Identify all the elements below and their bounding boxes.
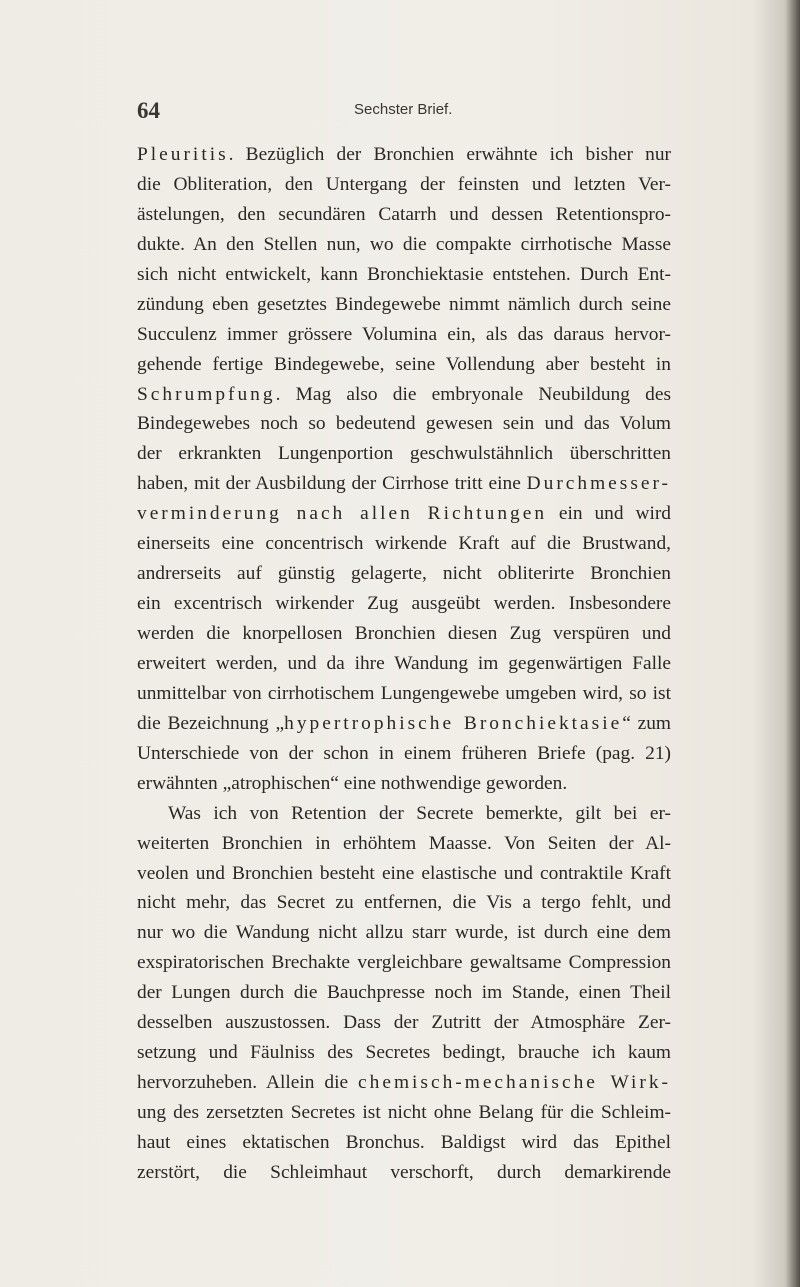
text-run: Unterschiede von der schon in einem früheren Briefe (pag. 21) xyxy=(137,742,671,764)
text-run: exspiratorischen Brechakte vergleichbare gewaltsame Compression xyxy=(137,952,671,974)
text-line xyxy=(137,888,671,918)
text-run: der erkrankten Lungenportion geschwulstähnlich überschritten xyxy=(137,443,671,465)
text-run: desselben auszustossen. Dass der Zutritt der Atmosphäre Zer- xyxy=(137,1012,671,1034)
text-line xyxy=(137,739,671,769)
text-line xyxy=(137,1038,671,1068)
text-run: ein und wird xyxy=(547,503,671,525)
spaced-emphasis: Schrumpfung xyxy=(137,383,276,405)
text-line xyxy=(137,649,671,679)
text-line xyxy=(137,260,671,290)
text-run: zündung eben gesetztes Bindegewebe nimmt nämlich durch seine xyxy=(137,293,671,315)
text-line xyxy=(137,439,671,469)
spaced-emphasis: chemisch-mechanische Wirk- xyxy=(358,1072,672,1094)
text-line xyxy=(137,829,671,859)
text-run: . Mag also die embryonale Neubildung des xyxy=(275,383,671,405)
text-line xyxy=(137,559,671,589)
spaced-emphasis: Pleuritis xyxy=(137,144,229,165)
page-header xyxy=(127,98,667,128)
text-run: haut eines ektatischen Bronchus. Baldigst wird das Epithel xyxy=(137,1131,671,1153)
page-number: 64 xyxy=(137,98,160,123)
text-run: einerseits eine concentrisch wirkende Kraft auf die Brustwand, xyxy=(137,533,671,555)
text-run: erwähnten „atrophischen“ eine nothwendige geworden. xyxy=(137,772,568,794)
spaced-emphasis: Durchmesser- xyxy=(526,473,671,495)
text-run: ung des zersetzten Secretes ist nicht ohne Belang für die Schleim- xyxy=(137,1102,671,1123)
running-title: Sechster Brief. xyxy=(354,101,453,118)
text-line xyxy=(137,918,671,948)
text-run: ein excentrisch wirkender Zug ausgeübt werden. Insbesondere xyxy=(137,593,671,615)
text-line xyxy=(137,1128,671,1158)
text-run: werden die knorpellosen Bronchien diesen Zug verspüren und xyxy=(137,623,671,644)
text-line xyxy=(137,320,671,350)
text-run: nicht mehr, das Secret zu entfernen, die Vis a tergo fehlt, und xyxy=(137,892,671,914)
text-line xyxy=(137,1098,671,1128)
text-run: ästelungen, den secundären Catarrh und dessen Retentionspro- xyxy=(137,203,671,225)
text-line xyxy=(137,170,671,200)
text-run: “ zum xyxy=(622,712,672,734)
text-line xyxy=(137,1158,671,1188)
text-line xyxy=(137,529,671,559)
text-run: unmittelbar von cirrhotischem Lungengewebe umgeben wird, so ist xyxy=(137,682,671,704)
text-line xyxy=(137,290,671,320)
text-run: veolen und Bronchien besteht eine elastische und contraktile Kraft xyxy=(137,862,671,884)
text-run: dukte. An den Stellen nun, wo die compakte cirrhotische Masse xyxy=(137,233,671,255)
text-line xyxy=(137,200,671,230)
text-run: hervorzuheben. Allein die xyxy=(137,1072,359,1094)
text-line xyxy=(137,380,671,410)
text-run: zerstört, die Schleimhaut verschorft, durch demarkirende xyxy=(137,1161,671,1183)
text-run: setzung und Fäulniss des Secretes bedingt, brauche ich kaum xyxy=(137,1042,671,1064)
text-line xyxy=(137,859,671,889)
text-run: haben, mit der Ausbildung der Cirrhose tritt eine xyxy=(137,473,527,495)
text-run: Was ich von Retention der Secrete bemerkte, gilt bei er- xyxy=(168,802,671,824)
text-run: Bindegewebes noch so bedeutend gewesen sein und das Volum xyxy=(137,413,671,435)
text-line xyxy=(137,469,671,499)
text-line xyxy=(137,350,671,380)
text-line xyxy=(137,619,671,649)
text-run: sich nicht entwickelt, kann Bronchiektasie entstehen. Durch Ent- xyxy=(137,263,671,285)
text-line xyxy=(137,140,671,170)
spaced-emphasis: verminderung nach allen Richtungen xyxy=(137,503,548,525)
page-edge-shadow xyxy=(786,0,800,1287)
text-line xyxy=(137,769,671,799)
spaced-emphasis: hypertrophische Bronchiektasie xyxy=(284,712,623,734)
text-line xyxy=(137,799,671,829)
text-run: die Bezeichnung „ xyxy=(137,712,285,734)
text-line xyxy=(137,499,671,529)
text-line xyxy=(137,1068,671,1098)
text-run: . Bezüglich der Bronchien erwähnte ich bisher nur xyxy=(228,144,671,165)
text-line xyxy=(137,709,671,739)
text-run: die Obliteration, den Untergang der feinsten und letzten Ver- xyxy=(137,173,671,195)
text-line xyxy=(137,948,671,978)
text-run: gehende fertige Bindegewebe, seine Vollendung aber besteht in xyxy=(137,353,671,375)
text-run: der Lungen durch die Bauchpresse noch im Stande, einen Theil xyxy=(137,982,671,1004)
text-line xyxy=(137,679,671,709)
text-line xyxy=(137,978,671,1008)
text-run: Succulenz immer grössere Volumina ein, als das daraus hervor- xyxy=(137,323,671,345)
text-run: andrerseits auf günstig gelagerte, nicht obliterirte Bronchien xyxy=(137,563,671,585)
body-text xyxy=(137,140,671,1188)
text-run: erweitert werden, und da ihre Wandung im gegenwärtigen Falle xyxy=(137,652,671,674)
text-line xyxy=(137,1008,671,1038)
text-line xyxy=(137,589,671,619)
text-line xyxy=(137,230,671,260)
text-run: weiterten Bronchien in erhöhtem Maasse. Von Seiten der Al- xyxy=(137,832,671,854)
text-line xyxy=(137,409,671,439)
text-run: nur wo die Wandung nicht allzu starr wurde, ist durch eine dem xyxy=(137,922,671,944)
